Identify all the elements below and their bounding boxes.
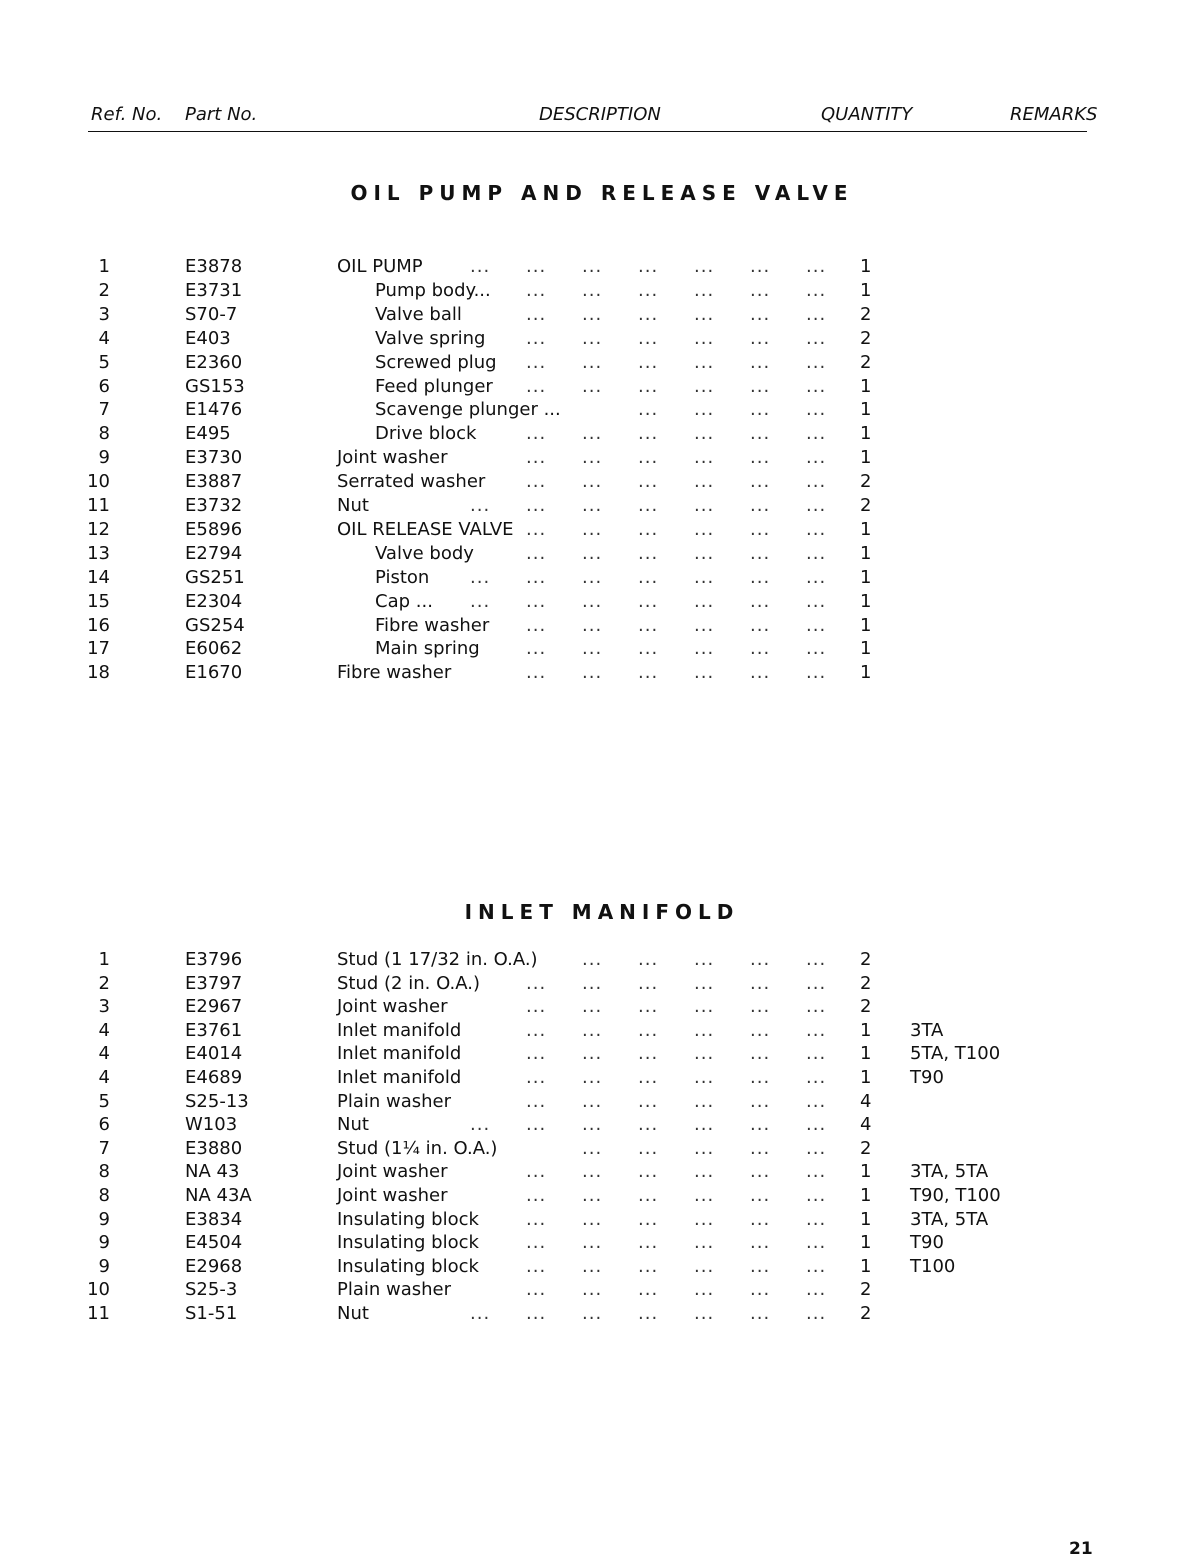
part-no-cell: GS153 [185,375,245,397]
quantity-cell: 1 [860,1255,872,1277]
part-no-cell: E3730 [185,447,243,469]
part-no-cell: E4689 [185,1067,243,1088]
ref-no-cell: 9 [98,1232,110,1254]
table-row [0,637,1204,661]
description-cell: Insulating block [337,1208,479,1230]
ref-no-cell: 4 [98,327,110,349]
ref-no-cell: 3 [98,303,110,325]
ref-no-cell: 8 [98,423,110,445]
ref-no-cell: 10 [87,471,110,493]
leader-dots: ... ... ... ... ... ... [526,1208,827,1230]
leader-dots: ... ... ... ... ... ... [526,1232,827,1254]
leader-dots: ... ... ... ... ... ... ... [470,1303,827,1324]
leader-dots: ... ... ... ... ... ... [526,303,827,325]
quantity-cell: 1 [860,279,872,301]
remarks-cell: T90 [910,1232,944,1254]
description-cell: Inlet manifold [337,1043,462,1065]
part-no-cell: E2968 [185,1255,243,1277]
part-no-cell: E3732 [185,495,243,516]
description-cell: Valve spring [375,327,486,349]
description-cell: Stud (1¼ in. O.A.) [337,1137,498,1159]
ref-no-cell: 7 [98,1137,110,1159]
quantity-cell: 2 [860,996,872,1018]
ref-no-cell: 1 [98,256,110,277]
table-row [0,542,1204,566]
ref-no-cell: 2 [98,972,110,994]
quantity-cell: 4 [860,1090,872,1112]
leader-dots: ... ... ... ... ... ... ... [470,590,827,612]
remarks-cell: 3TA, 5TA [910,1208,989,1230]
leader-dots: ... ... ... ... ... ... [526,1067,827,1088]
description-cell: Screwed plug [375,351,497,373]
leader-dots: ... ... ... ... ... ... [526,1185,827,1206]
ref-no-cell: 15 [87,590,110,612]
table-row [0,614,1204,638]
table-row [0,1113,1204,1137]
section-title-inlet-manifold: INLET MANIFOLD [464,900,740,924]
remarks-cell: 3TA, 5TA [910,1161,989,1183]
description-cell: Drive block [375,423,477,445]
part-no-cell: E3797 [185,972,243,994]
quantity-cell: 1 [860,1161,872,1183]
header-rule [88,131,1087,132]
table-row [0,375,1204,399]
part-no-cell: E2967 [185,996,243,1018]
quantity-cell: 2 [860,351,872,373]
leader-dots: ... ... ... ... ... [582,949,827,970]
ref-no-cell: 17 [87,638,110,660]
part-no-cell: E1476 [185,399,243,421]
table-row [0,1184,1204,1208]
ref-no-cell: 2 [98,279,110,301]
description-cell: Main spring [375,638,480,660]
leader-dots: ... ... ... ... ... ... [526,375,827,397]
leader-dots: ... ... ... ... ... ... [526,972,827,994]
description-cell: Joint washer [337,1161,448,1183]
ref-no-cell: 3 [98,996,110,1018]
leader-dots: ... ... ... ... ... ... [526,542,827,564]
quantity-cell: 1 [860,375,872,397]
ref-no-cell: 8 [98,1161,110,1183]
leader-dots: ... ... ... ... ... ... ... [470,256,827,277]
leader-dots: ... ... ... ... ... ... [526,1161,827,1183]
part-no-cell: E6062 [185,638,243,660]
leader-dots: ... ... ... ... ... ... ... [470,495,827,516]
part-no-cell: NA 43 [185,1161,240,1183]
quantity-cell: 2 [860,1137,872,1159]
quantity-cell: 1 [860,1043,872,1065]
part-no-cell: W103 [185,1114,238,1136]
description-cell: Joint washer [337,1185,448,1206]
ref-no-cell: 6 [98,1114,110,1136]
remarks-cell: 5TA, T100 [910,1043,1001,1065]
quantity-cell: 2 [860,327,872,349]
quantity-cell: 1 [860,614,872,636]
leader-dots: ... ... ... ... ... ... [526,1090,827,1112]
table-row [0,972,1204,996]
leader-dots: ... ... ... ... ... ... [526,1279,827,1301]
table-row [0,661,1204,685]
quantity-cell: 1 [860,1208,872,1230]
part-no-cell: E3731 [185,279,243,301]
table-row [0,327,1204,351]
leader-dots: ... ... ... ... ... ... [526,638,827,660]
description-cell: Cap ... [375,590,433,612]
part-no-cell: GS251 [185,566,245,588]
ref-no-cell: 13 [87,542,110,564]
part-no-cell: E403 [185,327,231,349]
quantity-cell: 1 [860,447,872,469]
leader-dots: ... ... ... ... ... ... [526,1043,827,1065]
part-no-cell: S25-13 [185,1090,249,1112]
description-cell: Pump body... [375,279,491,301]
quantity-cell: 2 [860,303,872,325]
table-row [0,948,1204,972]
leader-dots: ... ... ... ... ... ... [526,518,827,540]
remarks-cell: T100 [910,1255,956,1277]
ref-no-cell: 9 [98,1255,110,1277]
ref-no-cell: 10 [87,1279,110,1301]
ref-no-cell: 9 [98,1208,110,1230]
ref-no-cell: 16 [87,614,110,636]
remarks-cell: T90, T100 [910,1185,1001,1206]
description-cell: Inlet manifold [337,1019,462,1041]
description-cell: Plain washer [337,1090,452,1112]
quantity-cell: 1 [860,518,872,540]
part-no-cell: E2794 [185,542,243,564]
section-title-oil-pump: OIL PUMP AND RELEASE VALVE [350,181,854,205]
description-cell: Insulating block [337,1232,479,1254]
description-cell: Joint washer [337,447,448,469]
quantity-cell: 1 [860,1067,872,1088]
header-remarks: REMARKS [1010,104,1098,125]
leader-dots: ... ... ... ... ... ... [526,662,827,684]
table-row [0,1255,1204,1279]
ref-no-cell: 4 [98,1067,110,1088]
quantity-cell: 2 [860,972,872,994]
description-cell: Scavenge plunger ... [375,399,561,421]
table-row [0,1278,1204,1302]
quantity-cell: 1 [860,542,872,564]
remarks-cell: T90 [910,1067,944,1088]
description-cell: Piston [375,566,430,588]
remarks-cell: 3TA [910,1019,944,1041]
leader-dots: ... ... ... ... ... ... [526,1255,827,1277]
leader-dots: ... ... ... ... ... ... [526,351,827,373]
page-number: 21 [1069,1539,1093,1559]
table-row [0,1231,1204,1255]
description-cell: Stud (2 in. O.A.) [337,972,480,994]
description-cell: Valve ball [375,303,462,325]
quantity-cell: 1 [860,662,872,684]
part-no-cell: E3834 [185,1208,243,1230]
table-row [0,494,1204,518]
quantity-cell: 1 [860,423,872,445]
part-no-cell: E1670 [185,662,243,684]
table-row [0,279,1204,303]
table-row [0,1160,1204,1184]
part-no-cell: S70-7 [185,303,238,325]
header-quantity: QUANTITY [821,104,913,125]
leader-dots: ... ... ... ... ... ... [526,471,827,493]
ref-no-cell: 6 [98,375,110,397]
quantity-cell: 1 [860,399,872,421]
header-part-no: Part No. [185,104,258,125]
part-no-cell: E3796 [185,949,243,970]
description-cell: Nut [337,1303,369,1324]
part-no-cell: E2304 [185,590,243,612]
table-row [0,398,1204,422]
leader-dots: ... ... ... ... ... ... [526,1019,827,1041]
leader-dots: ... ... ... ... ... ... [526,327,827,349]
table-row [0,1042,1204,1066]
ref-no-cell: 11 [87,495,110,516]
table-row [0,446,1204,470]
quantity-cell: 2 [860,495,872,516]
part-no-cell: E4014 [185,1043,243,1065]
table-row [0,518,1204,542]
quantity-cell: 1 [860,638,872,660]
quantity-cell: 1 [860,590,872,612]
leader-dots: ... ... ... ... ... ... [526,447,827,469]
header-description: DESCRIPTION [539,104,661,125]
description-cell: Feed plunger [375,375,493,397]
leader-dots: ... ... ... ... ... [582,1137,827,1159]
ref-no-cell: 5 [98,1090,110,1112]
table-row [0,590,1204,614]
quantity-cell: 2 [860,1279,872,1301]
ref-no-cell: 12 [87,518,110,540]
quantity-cell: 4 [860,1114,872,1136]
quantity-cell: 2 [860,949,872,970]
ref-no-cell: 1 [98,949,110,970]
description-cell: OIL RELEASE VALVE [337,518,514,540]
table-row [0,1066,1204,1090]
table-row [0,422,1204,446]
quantity-cell: 1 [860,1185,872,1206]
table-row [0,1090,1204,1114]
leader-dots: ... ... ... ... ... ... [526,279,827,301]
table-row [0,255,1204,279]
table-row [0,1208,1204,1232]
ref-no-cell: 7 [98,399,110,421]
ref-no-cell: 14 [87,566,110,588]
description-cell: OIL PUMP [337,256,423,277]
leader-dots: ... ... ... ... ... ... [526,423,827,445]
description-cell: Valve body [375,542,474,564]
description-cell: Nut [337,495,369,516]
part-no-cell: E495 [185,423,231,445]
description-cell: Stud (1 17/32 in. O.A.) [337,949,538,970]
quantity-cell: 2 [860,1303,872,1324]
leader-dots: ... ... ... ... ... ... ... [470,566,827,588]
quantity-cell: 1 [860,1019,872,1041]
table-row [0,1019,1204,1043]
description-cell: Fibre washer [337,662,452,684]
part-no-cell: E3761 [185,1019,243,1041]
table-row [0,995,1204,1019]
ref-no-cell: 9 [98,447,110,469]
ref-no-cell: 11 [87,1303,110,1324]
table-row [0,303,1204,327]
leader-dots: ... ... ... ... ... ... ... [470,1114,827,1136]
table-row [0,470,1204,494]
part-no-cell: S25-3 [185,1279,238,1301]
description-cell: Joint washer [337,996,448,1018]
description-cell: Inlet manifold [337,1067,462,1088]
leader-dots: ... ... ... ... ... ... [526,614,827,636]
part-no-cell: E5896 [185,518,243,540]
table-row [0,1302,1204,1326]
table-row [0,1137,1204,1161]
quantity-cell: 2 [860,471,872,493]
ref-no-cell: 8 [98,1185,110,1206]
description-cell: Insulating block [337,1255,479,1277]
part-no-cell: E3878 [185,256,243,277]
part-no-cell: E2360 [185,351,243,373]
column-header-row [0,104,1204,132]
ref-no-cell: 5 [98,351,110,373]
leader-dots: ... ... ... ... ... ... [526,996,827,1018]
ref-no-cell: 4 [98,1019,110,1041]
quantity-cell: 1 [860,566,872,588]
part-no-cell: S1-51 [185,1303,238,1324]
ref-no-cell: 18 [87,662,110,684]
description-cell: Serrated washer [337,471,486,493]
table-row [0,566,1204,590]
description-cell: Plain washer [337,1279,452,1301]
part-no-cell: GS254 [185,614,245,636]
quantity-cell: 1 [860,1232,872,1254]
part-no-cell: E3880 [185,1137,243,1159]
ref-no-cell: 4 [98,1043,110,1065]
table-row [0,351,1204,375]
header-ref-no: Ref. No. [91,104,163,125]
leader-dots: ... ... ... ... [638,399,827,421]
part-no-cell: E3887 [185,471,243,493]
description-cell: Nut [337,1114,369,1136]
part-no-cell: E4504 [185,1232,243,1254]
quantity-cell: 1 [860,256,872,277]
part-no-cell: NA 43A [185,1185,252,1206]
description-cell: Fibre washer [375,614,490,636]
